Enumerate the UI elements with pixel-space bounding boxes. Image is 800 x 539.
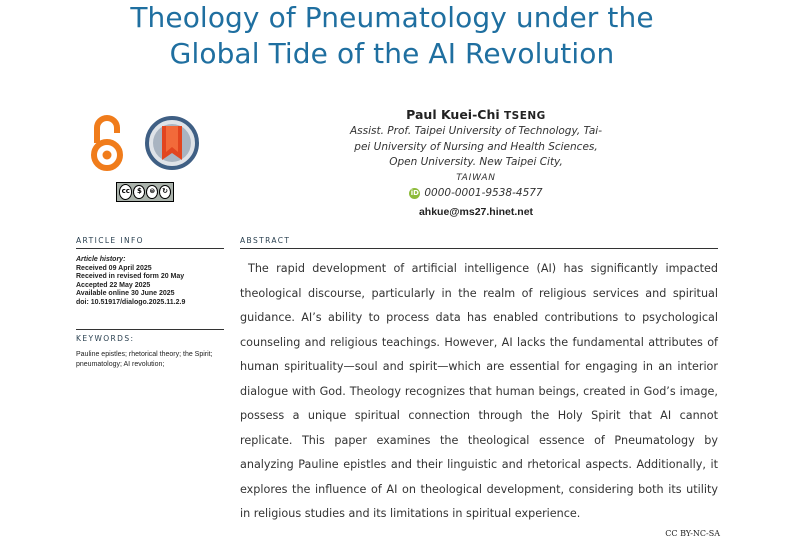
- country: TAIWAN: [456, 172, 496, 183]
- orcid-line[interactable]: [350, 186, 602, 201]
- author-name: Paul Kuei-Chi TSENG: [406, 107, 546, 122]
- article-info-rule: [76, 248, 224, 249]
- by-icon: $: [133, 185, 145, 199]
- affiliation-line-2: pei University of Nursing and Health Sciences,: [354, 140, 598, 153]
- article-history: [76, 256, 185, 308]
- nc-icon: ⊜: [146, 185, 158, 199]
- author-email[interactable]: ahkue@ms27.hinet.net: [418, 205, 534, 218]
- received-date: Received 09 April 2025: [76, 264, 152, 272]
- keywords-rule: [76, 329, 224, 330]
- license-label: CC BY-NC-SA: [665, 529, 720, 538]
- orcid-icon: iD: [410, 188, 419, 197]
- author-surname: TSENG: [504, 110, 546, 122]
- sa-icon: ↻: [159, 185, 171, 199]
- crossmark-icon[interactable]: [145, 116, 199, 170]
- history-label: Article history:: [76, 256, 126, 263]
- doi[interactable]: doi: 10.51917/dialogo.2025.11.2.9: [76, 298, 186, 306]
- paper-title: [0, 0, 784, 72]
- accepted-date: Accepted 22 May 2025: [76, 281, 151, 289]
- keywords-text: Pauline epistles; rhetorical theory; the Spirit; pneumatology; AI revolution;: [76, 351, 213, 368]
- abstract-body: [240, 257, 718, 527]
- article-info-heading: ARTICLE INFO: [76, 236, 144, 245]
- cc-icon: cc: [119, 184, 132, 200]
- affiliation-line-3: Open University. New Taipei City,: [389, 156, 563, 168]
- revised-date: Received in revised form 20 May: [76, 273, 185, 281]
- abstract-heading: ABSTRACT: [240, 236, 291, 245]
- abstract-text: The rapid development of artificial intelligence (AI) has significantly impacted theological discourse, particularly in the realm of religious services and spiritual guidance. AI’s ability to process data has enabled contributions to psychological counseling and religious teachings. However, AI lacks the fundamental attributes of human spirituality—soul and spirit—which are essential for engaging in an interior dialogue with God. Theology recognizes that human beings, created in God’s image, possess a unique spiritual connection through the Holy Spirit that AI cannot replicate. This paper examines the theological essence of Pneumatology by analyzing Pauline epistles and their linguistic and rhetorical aspects. Additionally, it explores the influence of AI on theological development, considering both its utility in religious studies and its limitations in spiritual experience.: [240, 262, 718, 520]
- title-line-2: Global Tide of the AI Revolution: [169, 37, 615, 70]
- available-date: Available online 30 June 2025: [76, 290, 175, 298]
- orcid-id[interactable]: 0000-0001-9538-4577: [424, 186, 543, 199]
- keywords-heading: KEYWORDS:: [76, 334, 135, 343]
- affiliation-line-1: Assist. Prof. Taipei University of Technology, Tai-: [350, 125, 602, 137]
- cc-by-nc-sa-badge-icon[interactable]: [116, 182, 174, 202]
- abstract-rule: [240, 248, 718, 249]
- title-line-1: Theology of Pneumatology under the: [130, 1, 654, 34]
- author-block: [350, 107, 602, 220]
- open-access-icon[interactable]: [86, 113, 128, 173]
